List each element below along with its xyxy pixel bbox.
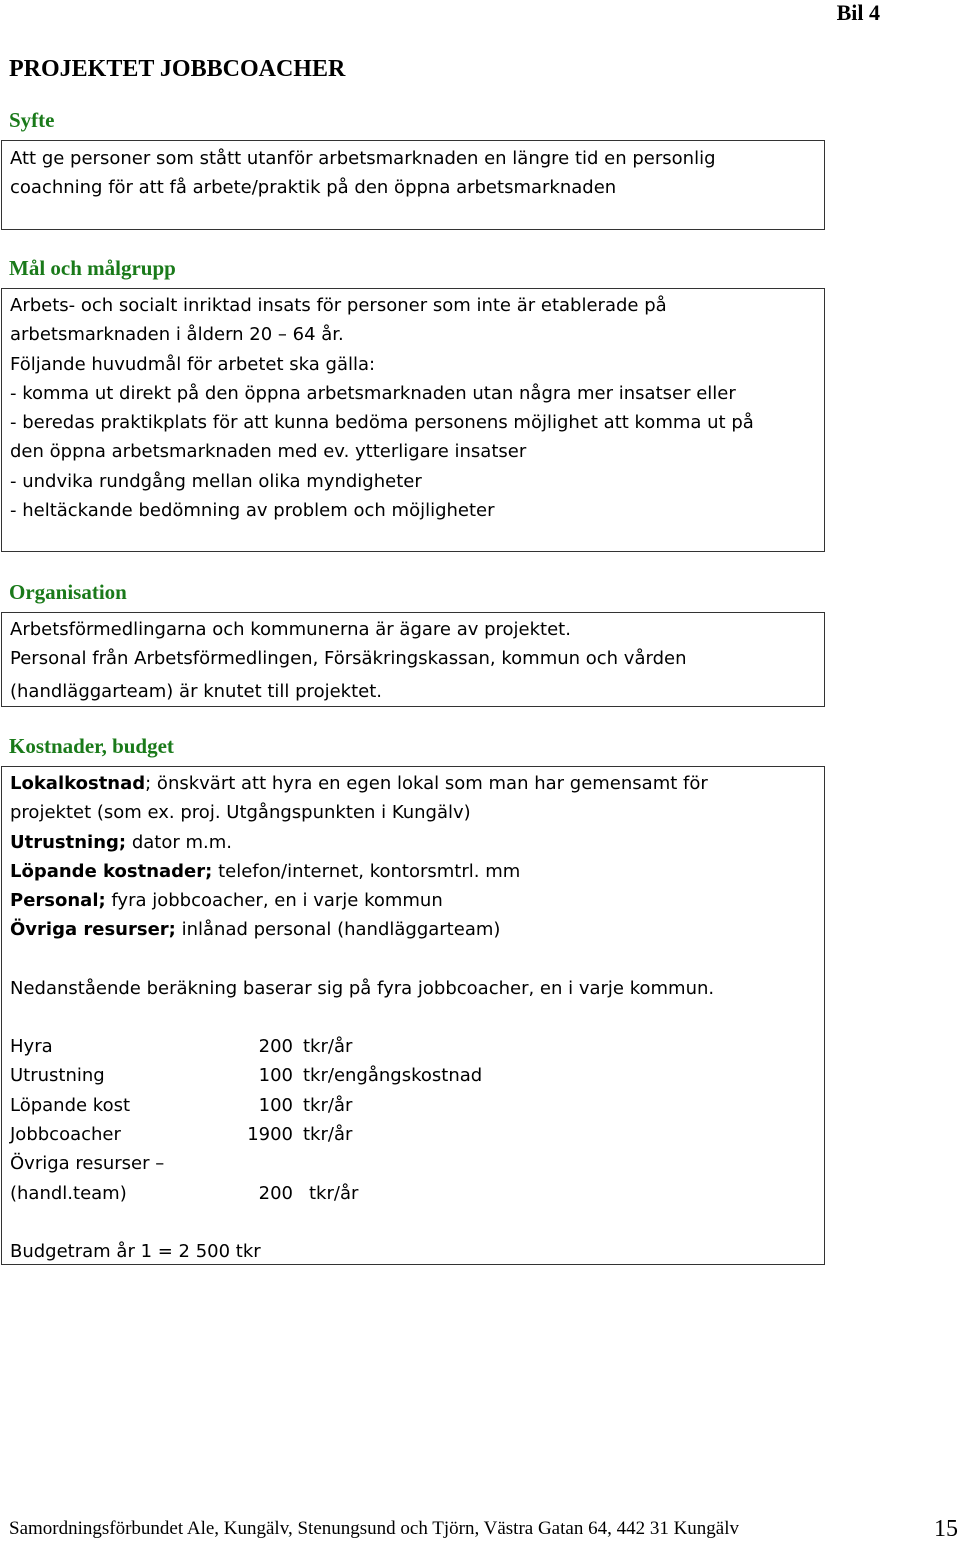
syfte-line: coachning för att få arbete/praktik på den öppna arbetsmarknaden: [10, 177, 617, 199]
cost-item-text: ; önskvärt att hyra en egen lokal som man har gemensamt för: [145, 773, 708, 794]
mal-line: - undvika rundgång mellan olika myndigheter: [10, 470, 422, 492]
calculation-note: Nedanstående beräkning baserar sig på fyra jobbcoacher, en i varje kommun.: [10, 977, 715, 999]
cost-amount: [235, 1149, 293, 1178]
cost-label: Utrustning: [10, 1065, 105, 1087]
cost-amount: 200: [258, 1036, 293, 1058]
page-title: PROJEKTET JOBBCOACHER: [9, 56, 346, 82]
cost-row: [10, 1061, 824, 1090]
organisation-line: Personal från Arbetsförmedlingen, Försäkringskassan, kommun och vården: [10, 648, 687, 670]
section-heading-syfte: Syfte: [9, 108, 55, 132]
cost-table: [10, 1032, 824, 1208]
cost-label: Övriga resurser –: [10, 1153, 165, 1175]
cost-item-label: Utrustning;: [10, 831, 127, 853]
cost-item: [10, 798, 824, 827]
cost-label: Jobbcoacher: [10, 1123, 121, 1145]
cost-label: Hyra: [10, 1036, 53, 1058]
mal-line: - beredas praktikplats för att kunna bedöma personens möjlighet att komma ut på: [10, 412, 754, 434]
cost-item-label: Löpande kostnader;: [10, 860, 213, 882]
syfte-line: Att ge personer som stått utanför arbetsmarknaden en längre tid en personlig: [10, 148, 716, 169]
cost-item: [10, 886, 824, 915]
cost-amount: 200: [258, 1182, 293, 1204]
cost-item-label: Lokalkostnad: [10, 773, 146, 794]
cost-label: (handl.team): [10, 1182, 127, 1204]
cost-amount: 1900: [247, 1123, 293, 1145]
section-heading-kostnader: Kostnader, budget: [9, 734, 174, 758]
cost-row: [10, 1179, 824, 1208]
mal-line: Arbets- och socialt inriktad insats för personer som inte är etablerade på: [10, 295, 667, 316]
organisation-box: [1, 612, 825, 707]
section-heading-mal: Mål och målgrupp: [9, 256, 176, 280]
cost-amount: 100: [258, 1094, 293, 1116]
cost-item: [10, 857, 824, 886]
cost-item-text: dator m.m.: [126, 831, 233, 853]
cost-label: Löpande kost: [10, 1094, 131, 1116]
cost-item-text: telefon/internet, kontorsmtrl. mm: [212, 860, 521, 882]
cost-unit: [293, 1149, 303, 1178]
syfte-box: [1, 140, 825, 230]
cost-item-label: Personal;: [10, 890, 106, 912]
mal-line: arbetsmarknaden i åldern 20 – 64 år.: [10, 324, 344, 346]
cost-row: [10, 1149, 824, 1178]
cost-unit: tkr/år: [303, 1123, 353, 1145]
cost-item: [10, 915, 824, 944]
budget-total: Budgetram år 1 = 2 500 tkr: [10, 1240, 261, 1262]
cost-item-text: projektet (som ex. proj. Utgångspunkten i Kungälv): [10, 802, 471, 824]
cost-unit: tkr/år: [309, 1182, 359, 1204]
attachment-label: Bil 4: [836, 0, 880, 25]
cost-item: [10, 828, 824, 857]
page-number: 15: [934, 1516, 958, 1542]
mal-box: [1, 288, 825, 552]
cost-item-text: inlånad personal (handläggarteam): [175, 919, 501, 941]
footer-address: Samordningsförbundet Ale, Kungälv, Stenungsund och Tjörn, Västra Gatan 64, 442 31 Kungälv: [9, 1518, 739, 1539]
mal-line: - heltäckande bedömning av problem och möjligheter: [10, 500, 495, 522]
cost-row: [10, 1032, 824, 1061]
cost-item-label: Övriga resurser;: [10, 919, 176, 941]
cost-unit: tkr/år: [303, 1036, 353, 1058]
mal-line: den öppna arbetsmarknaden med ev. ytterligare insatser: [10, 441, 527, 463]
organisation-line: Arbetsförmedlingarna och kommunerna är ägare av projektet.: [10, 619, 571, 640]
cost-row: [10, 1120, 824, 1149]
cost-unit: tkr/år: [303, 1094, 353, 1116]
cost-unit: tkr/engångskostnad: [303, 1065, 483, 1087]
cost-amount: 100: [258, 1065, 293, 1087]
mal-line: Följande huvudmål för arbetet ska gälla:: [10, 353, 376, 375]
section-heading-organisation: Organisation: [9, 580, 127, 604]
cost-row: [10, 1091, 824, 1120]
cost-item: [10, 769, 824, 798]
cost-item-text: fyra jobbcoacher, en i varje kommun: [105, 890, 443, 912]
mal-line: - komma ut direkt på den öppna arbetsmarknaden utan några mer insatser eller: [10, 382, 736, 404]
organisation-line: (handläggarteam) är knutet till projektet.: [10, 680, 382, 702]
kostnader-box: [1, 766, 825, 1265]
